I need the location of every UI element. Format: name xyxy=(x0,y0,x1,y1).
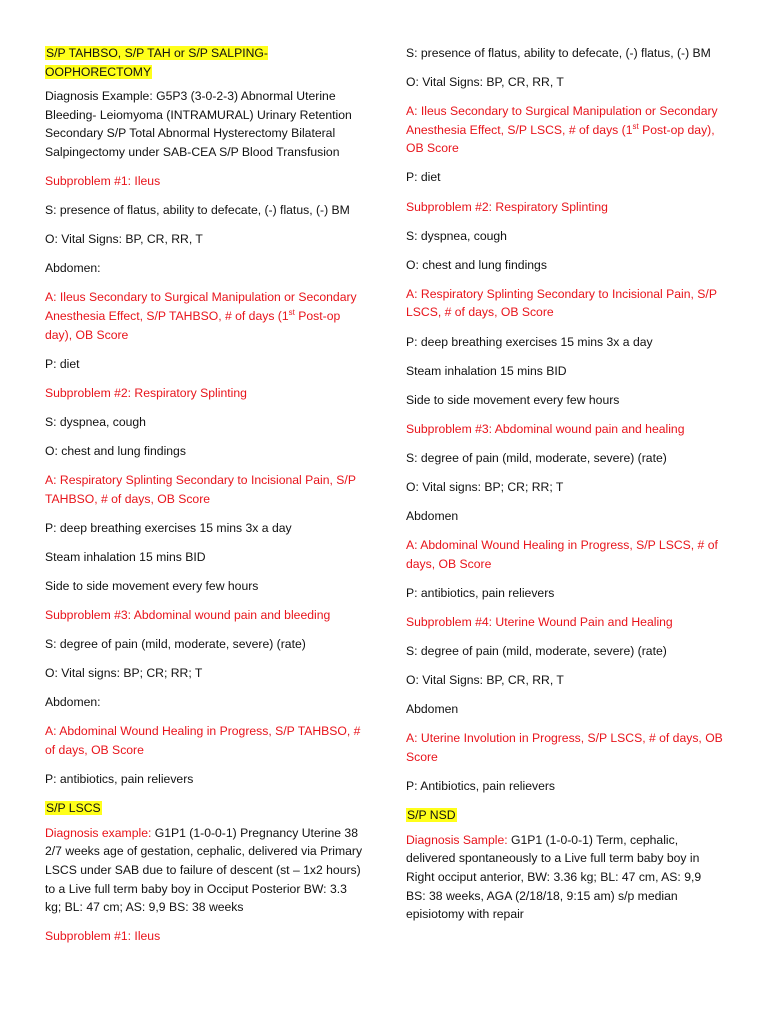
objective-line: O: Vital Signs: BP, CR, RR, T xyxy=(45,232,203,247)
section-heading-lscs: S/P LSCS xyxy=(46,801,101,816)
plan-line: P: deep breathing exercises 15 mins 3x a day xyxy=(45,520,292,535)
subproblem-title: Subproblem #1: Ileus xyxy=(45,174,161,189)
assessment-line: A: Ileus Secondary to Surgical Manipulation or Secondary Anesthesia Effect, S/P TAHBSO, # of days (1st Post-op day), OB Score xyxy=(45,290,357,342)
plan-line: P: antibiotics, pain relievers xyxy=(406,585,555,600)
plan-detail-line: Steam inhalation 15 mins BID xyxy=(45,549,206,564)
plan-line: P: Antibiotics, pain relievers xyxy=(406,779,556,794)
diagnosis-example-tahbso: Diagnosis Example: G5P3 (3-0-2-3) Abnormal Uterine Bleeding- Leiomyoma (INTRAMURAL) Urinary Retention Secondary S/P Total Abnormal Hysterectomy Bilateral Salpingectomy under SAB-CEA S/P Blood Transfusion xyxy=(45,89,352,159)
plan-detail-line: Side to side movement every few hours xyxy=(406,392,620,407)
left-column xyxy=(45,44,363,956)
abdomen-line: Abdomen: xyxy=(45,261,101,276)
abdomen-line: Abdomen: xyxy=(45,695,101,710)
section-heading-tahbso: S/P TAHBSO, S/P TAH or S/P SALPING-OOPHORECTOMY xyxy=(45,46,268,79)
right-column xyxy=(406,44,724,934)
objective-line: O: chest and lung findings xyxy=(45,444,186,458)
subjective-line: S: degree of pain (mild, moderate, severe) (rate) xyxy=(406,450,667,465)
subjective-line: S: dyspnea, cough xyxy=(406,228,507,243)
assessment-line: A: Abdominal Wound Healing in Progress, S/P LSCS, # of days, OB Score xyxy=(406,538,718,571)
subproblem-title: Subproblem #1: Ileus xyxy=(45,929,161,944)
section-heading-nsd: S/P NSD xyxy=(407,808,456,823)
plan-line: P: diet xyxy=(406,170,441,185)
abdomen-line: Abdomen xyxy=(406,702,459,717)
subproblem-title: Subproblem #2: Respiratory Splinting xyxy=(45,385,247,400)
subjective-line: S: dyspnea, cough xyxy=(45,414,146,429)
subjective-line: S: presence of flatus, ability to defecate, (-) flatus, (-) BM xyxy=(406,46,711,60)
subjective-line: S: degree of pain (mild, moderate, severe) (rate) xyxy=(406,644,667,659)
assessment-line: A: Respiratory Splinting Secondary to Incisional Pain, S/P LSCS, # of days, OB Score xyxy=(406,286,717,320)
subproblem-title: Subproblem #3: Abdominal wound pain and healing xyxy=(406,421,685,436)
diagnosis-example-lscs: Diagnosis example: G1P1 (1-0-0-1) Pregnancy Uterine 38 2/7 weeks age of gestation, cephalic, delivered via Primary LSCS under SAB due to failure of descent (st – 1x2 hours) to a Live full term baby boy in Occiput Posterior BW: 3.3 kg; BL: 47 cm; AS: 9,9 BS: 38 weeks xyxy=(45,825,363,915)
plan-line: P: diet xyxy=(45,356,80,371)
objective-line: O: Vital Signs: BP, CR, RR, T xyxy=(406,75,564,90)
abdomen-line: Abdomen xyxy=(406,509,459,524)
objective-line: O: Vital signs: BP; CR; RR; T xyxy=(45,666,203,681)
assessment-line: A: Ileus Secondary to Surgical Manipulation or Secondary Anesthesia Effect, S/P LSCS, # of days (1st Post-op day), OB Score xyxy=(406,104,718,156)
subproblem-title: Subproblem #2: Respiratory Splinting xyxy=(406,199,608,214)
plan-detail-line: Side to side movement every few hours xyxy=(45,578,259,593)
objective-line: O: Vital Signs: BP, CR, RR, T xyxy=(406,673,564,688)
objective-line: O: Vital signs: BP; CR; RR; T xyxy=(406,480,564,494)
plan-line: P: deep breathing exercises 15 mins 3x a day xyxy=(406,334,653,349)
assessment-line: A: Abdominal Wound Healing in Progress, S/P TAHBSO, # of days, OB Score xyxy=(45,724,361,758)
subproblem-title: Subproblem #3: Abdominal wound pain and bleeding xyxy=(45,608,331,623)
subjective-line: S: presence of flatus, ability to defecate, (-) flatus, (-) BM xyxy=(45,203,350,218)
plan-line: P: antibiotics, pain relievers xyxy=(45,772,194,787)
diagnosis-sample-nsd: Diagnosis Sample: G1P1 (1-0-0-1) Term, cephalic, delivered spontaneously to a Live full term baby boy in Right occiput anterior, BW: 3.36 kg; BL: 47 cm, AS: 9,9 BS: 38 weeks, AGA (2/18/18, 9:15 am) s/p median episiotomy with repair xyxy=(406,832,702,922)
objective-line: O: chest and lung findings xyxy=(406,257,547,272)
subjective-line: S: degree of pain (mild, moderate, severe) (rate) xyxy=(45,637,306,652)
subproblem-title: Subproblem #4: Uterine Wound Pain and Healing xyxy=(406,614,673,629)
assessment-line: A: Respiratory Splinting Secondary to Incisional Pain, S/P TAHBSO, # of days, OB Score xyxy=(45,473,356,506)
assessment-line: A: Uterine Involution in Progress, S/P LSCS, # of days, OB Score xyxy=(406,731,723,764)
plan-detail-line: Steam inhalation 15 mins BID xyxy=(406,363,567,378)
